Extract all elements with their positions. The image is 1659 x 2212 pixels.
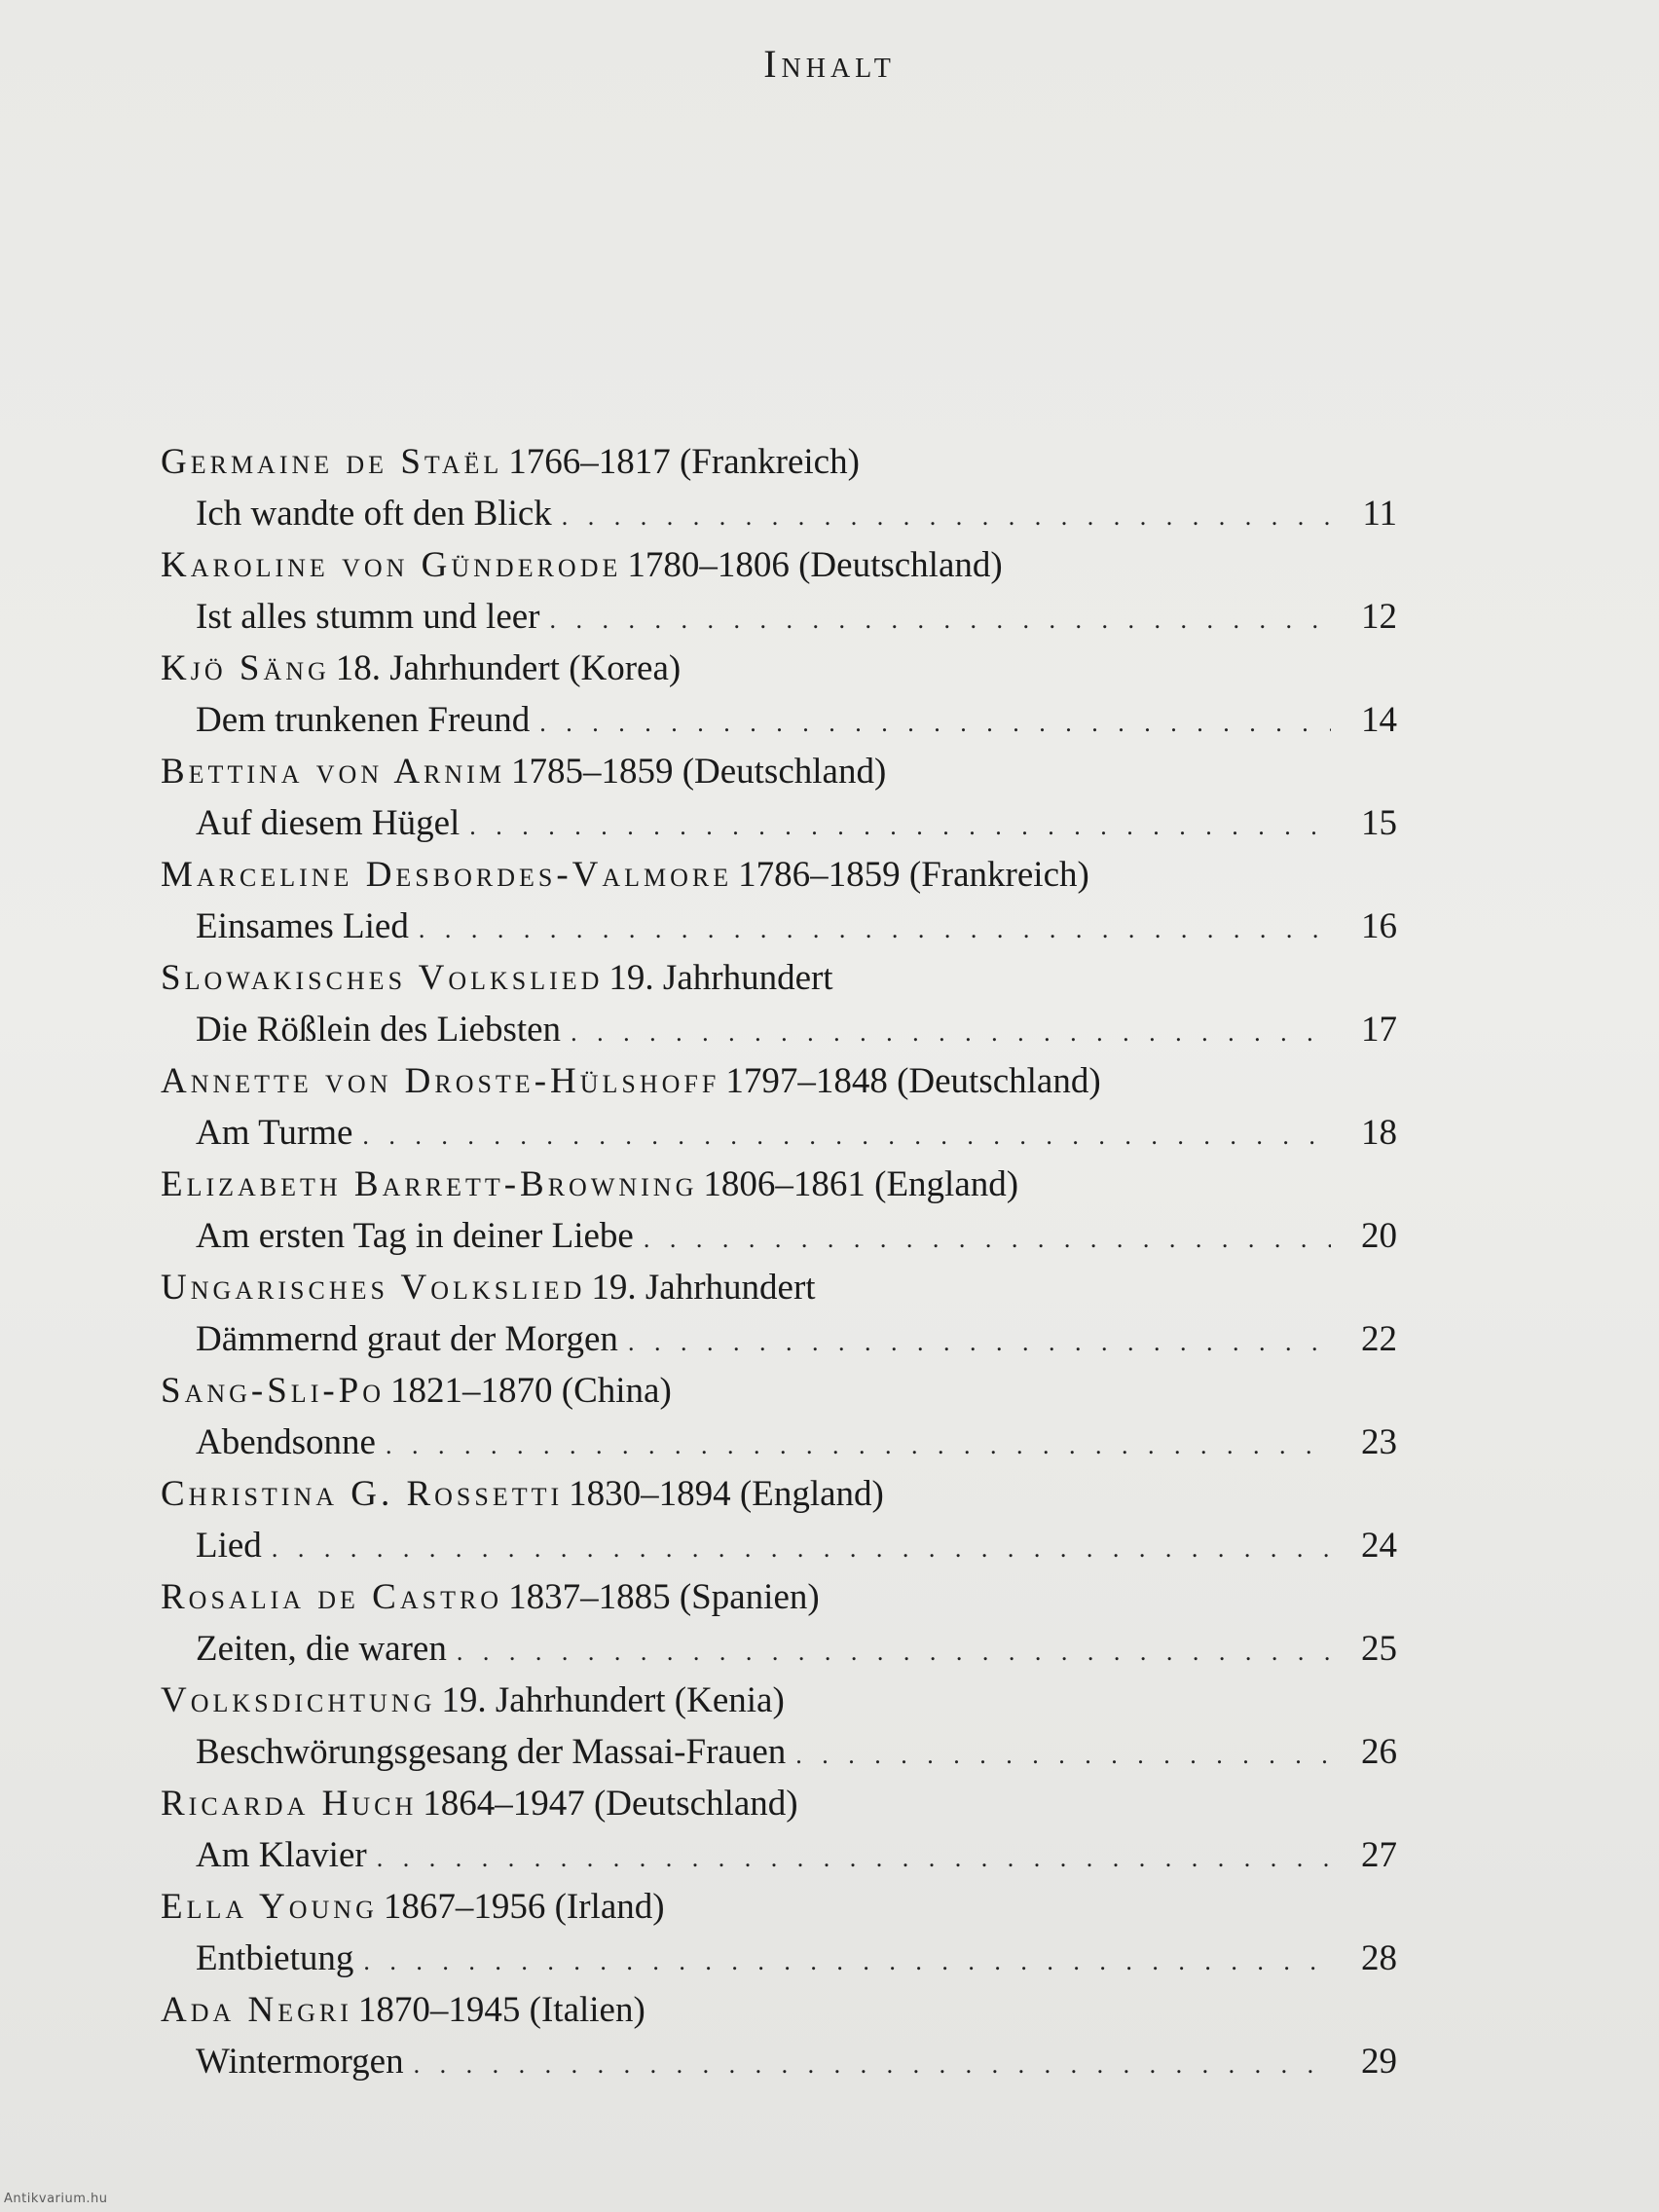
poem-line (161, 1829, 1397, 1881)
dot-leader (628, 1316, 1331, 1368)
author-line (161, 1159, 1397, 1210)
poem-title: Beschwörungsgesang der Massai-Frauen (196, 1732, 787, 1772)
page-number: 27 (1361, 1835, 1397, 1875)
author-name: Volksdichtung (161, 1680, 436, 1720)
author-dates: 1830–1894 (England) (569, 1474, 884, 1514)
author-dates: 1806–1861 (England) (703, 1164, 1019, 1204)
author-name: Ada Negri (161, 1990, 352, 2030)
dot-leader (562, 491, 1331, 542)
toc-entry (161, 1571, 1397, 1675)
toc-entry (161, 539, 1397, 643)
poem-title: Am Turme (196, 1113, 353, 1153)
author-name: Christina G. Rossetti (161, 1474, 564, 1514)
author-name: Ungarisches Volkslied (161, 1268, 586, 1308)
author-line (161, 1571, 1397, 1623)
author-dates: 1797–1848 (Deutschland) (725, 1061, 1101, 1101)
page-number: 14 (1361, 700, 1397, 740)
author-dates: 1837–1885 (Spanien) (508, 1577, 820, 1617)
author-line (161, 1778, 1397, 1829)
poem-line (161, 2036, 1397, 2087)
poem-title: Zeiten, die waren (196, 1629, 447, 1669)
dot-leader (571, 1007, 1331, 1058)
dot-leader (550, 594, 1332, 645)
author-name: Bettina von Arnim (161, 752, 505, 792)
dot-leader (539, 697, 1331, 749)
poem-title: Lied (196, 1526, 262, 1566)
table-of-contents (161, 436, 1397, 2087)
author-name: Ella Young (161, 1887, 378, 1927)
dot-leader (363, 1936, 1331, 1987)
author-name: Rosalia de Castro (161, 1577, 503, 1617)
author-name: Kjö Säng (161, 648, 330, 688)
page-number: 15 (1361, 803, 1397, 843)
poem-line (161, 1313, 1397, 1365)
dot-leader (419, 903, 1331, 955)
author-dates: 1780–1806 (Deutschland) (627, 545, 1003, 585)
author-dates: 1785–1859 (Deutschland) (510, 752, 887, 792)
poem-title: Wintermorgen (196, 2042, 404, 2082)
dot-leader (386, 1419, 1331, 1471)
author-name: Karoline von Günderode (161, 545, 622, 585)
author-dates: 19. Jahrhundert (608, 958, 833, 998)
poem-title: Die Rößlein des Liebsten (196, 1010, 562, 1050)
poem-title: Am ersten Tag in deiner Liebe (196, 1216, 634, 1256)
page-number: 24 (1361, 1526, 1397, 1566)
author-line (161, 1055, 1397, 1107)
toc-entry (161, 436, 1397, 539)
page-number: 23 (1361, 1422, 1397, 1462)
page-title: Inhalt (763, 42, 896, 86)
page-number: 25 (1361, 1629, 1397, 1669)
toc-entry (161, 849, 1397, 952)
dot-leader (457, 1626, 1331, 1677)
poem-title: Ist alles stumm und leer (196, 597, 540, 637)
dot-leader (469, 800, 1331, 852)
toc-entry (161, 1468, 1397, 1571)
author-dates: 19. Jahrhundert (591, 1268, 816, 1308)
author-line (161, 1675, 1397, 1726)
author-name: Annette von Droste-Hülshoff (161, 1061, 720, 1101)
page-number: 28 (1361, 1938, 1397, 1978)
author-line (161, 643, 1397, 694)
dot-leader (272, 1523, 1331, 1574)
poem-line (161, 1004, 1397, 1055)
poem-line (161, 694, 1397, 746)
author-line (161, 539, 1397, 591)
author-name: Elizabeth Barrett-Browning (161, 1164, 698, 1204)
poem-line (161, 1417, 1397, 1468)
toc-entry (161, 1984, 1397, 2087)
author-dates: 1867–1956 (Irland) (383, 1887, 665, 1927)
poem-title: Entbietung (196, 1938, 354, 1978)
author-name: Sang-Sli-Po (161, 1371, 386, 1411)
author-dates: 18. Jahrhundert (Korea) (335, 648, 682, 688)
poem-title: Abendsonne (196, 1422, 376, 1462)
page-number: 16 (1361, 906, 1397, 946)
author-line (161, 1468, 1397, 1520)
poem-line (161, 1623, 1397, 1675)
poem-title: Einsames Lied (196, 906, 409, 946)
dot-leader (644, 1213, 1331, 1265)
toc-entry (161, 1055, 1397, 1159)
author-dates: 1870–1945 (Italien) (357, 1990, 645, 2030)
poem-line (161, 1726, 1397, 1778)
toc-entry (161, 952, 1397, 1055)
toc-entry (161, 1881, 1397, 1984)
page-number: 12 (1361, 597, 1397, 637)
poem-line (161, 1933, 1397, 1984)
page-number: 20 (1361, 1216, 1397, 1256)
dot-leader (377, 1832, 1331, 1884)
poem-line (161, 1107, 1397, 1159)
toc-entry (161, 1262, 1397, 1365)
toc-entry (161, 1159, 1397, 1262)
poem-title: Dem trunkenen Freund (196, 700, 531, 740)
author-line (161, 1984, 1397, 2036)
poem-line (161, 591, 1397, 643)
page-number: 26 (1361, 1732, 1397, 1772)
toc-entry (161, 1675, 1397, 1778)
page-number: 29 (1361, 2042, 1397, 2082)
author-name: Ricarda Huch (161, 1784, 418, 1824)
author-dates: 19. Jahrhundert (Kenia) (441, 1680, 785, 1720)
author-line (161, 436, 1397, 488)
author-line (161, 1365, 1397, 1417)
poem-line (161, 1520, 1397, 1571)
poem-line (161, 797, 1397, 849)
author-dates: 1786–1859 (Frankreich) (738, 855, 1089, 895)
author-dates: 1766–1817 (Frankreich) (508, 442, 860, 482)
dot-leader (414, 2039, 1331, 2090)
author-line (161, 1881, 1397, 1933)
toc-entry (161, 643, 1397, 746)
poem-line (161, 901, 1397, 952)
page-number: 11 (1362, 494, 1397, 534)
author-dates: 1864–1947 (Deutschland) (423, 1784, 798, 1824)
author-line (161, 746, 1397, 797)
author-name: Germaine de Staël (161, 442, 503, 482)
dot-leader (362, 1110, 1331, 1161)
poem-title: Ich wandte oft den Blick (196, 494, 552, 534)
poem-line (161, 1210, 1397, 1262)
author-line (161, 952, 1397, 1004)
poem-title: Am Klavier (196, 1835, 367, 1875)
author-name: Marceline Desbordes-Valmore (161, 855, 733, 895)
page-number: 17 (1361, 1010, 1397, 1050)
poem-line (161, 488, 1397, 539)
poem-title: Dämmernd graut der Morgen (196, 1319, 618, 1359)
author-line (161, 1262, 1397, 1313)
watermark: Antikvarium.hu (4, 2192, 108, 2206)
author-name: Slowakisches Volkslied (161, 958, 604, 998)
author-line (161, 849, 1397, 901)
dot-leader (795, 1729, 1331, 1781)
page-number: 22 (1361, 1319, 1397, 1359)
page-number: 18 (1361, 1113, 1397, 1153)
poem-title: Auf diesem Hügel (196, 803, 461, 843)
toc-entry (161, 1365, 1397, 1468)
toc-entry (161, 746, 1397, 849)
toc-entry (161, 1778, 1397, 1881)
author-dates: 1821–1870 (China) (390, 1371, 672, 1411)
